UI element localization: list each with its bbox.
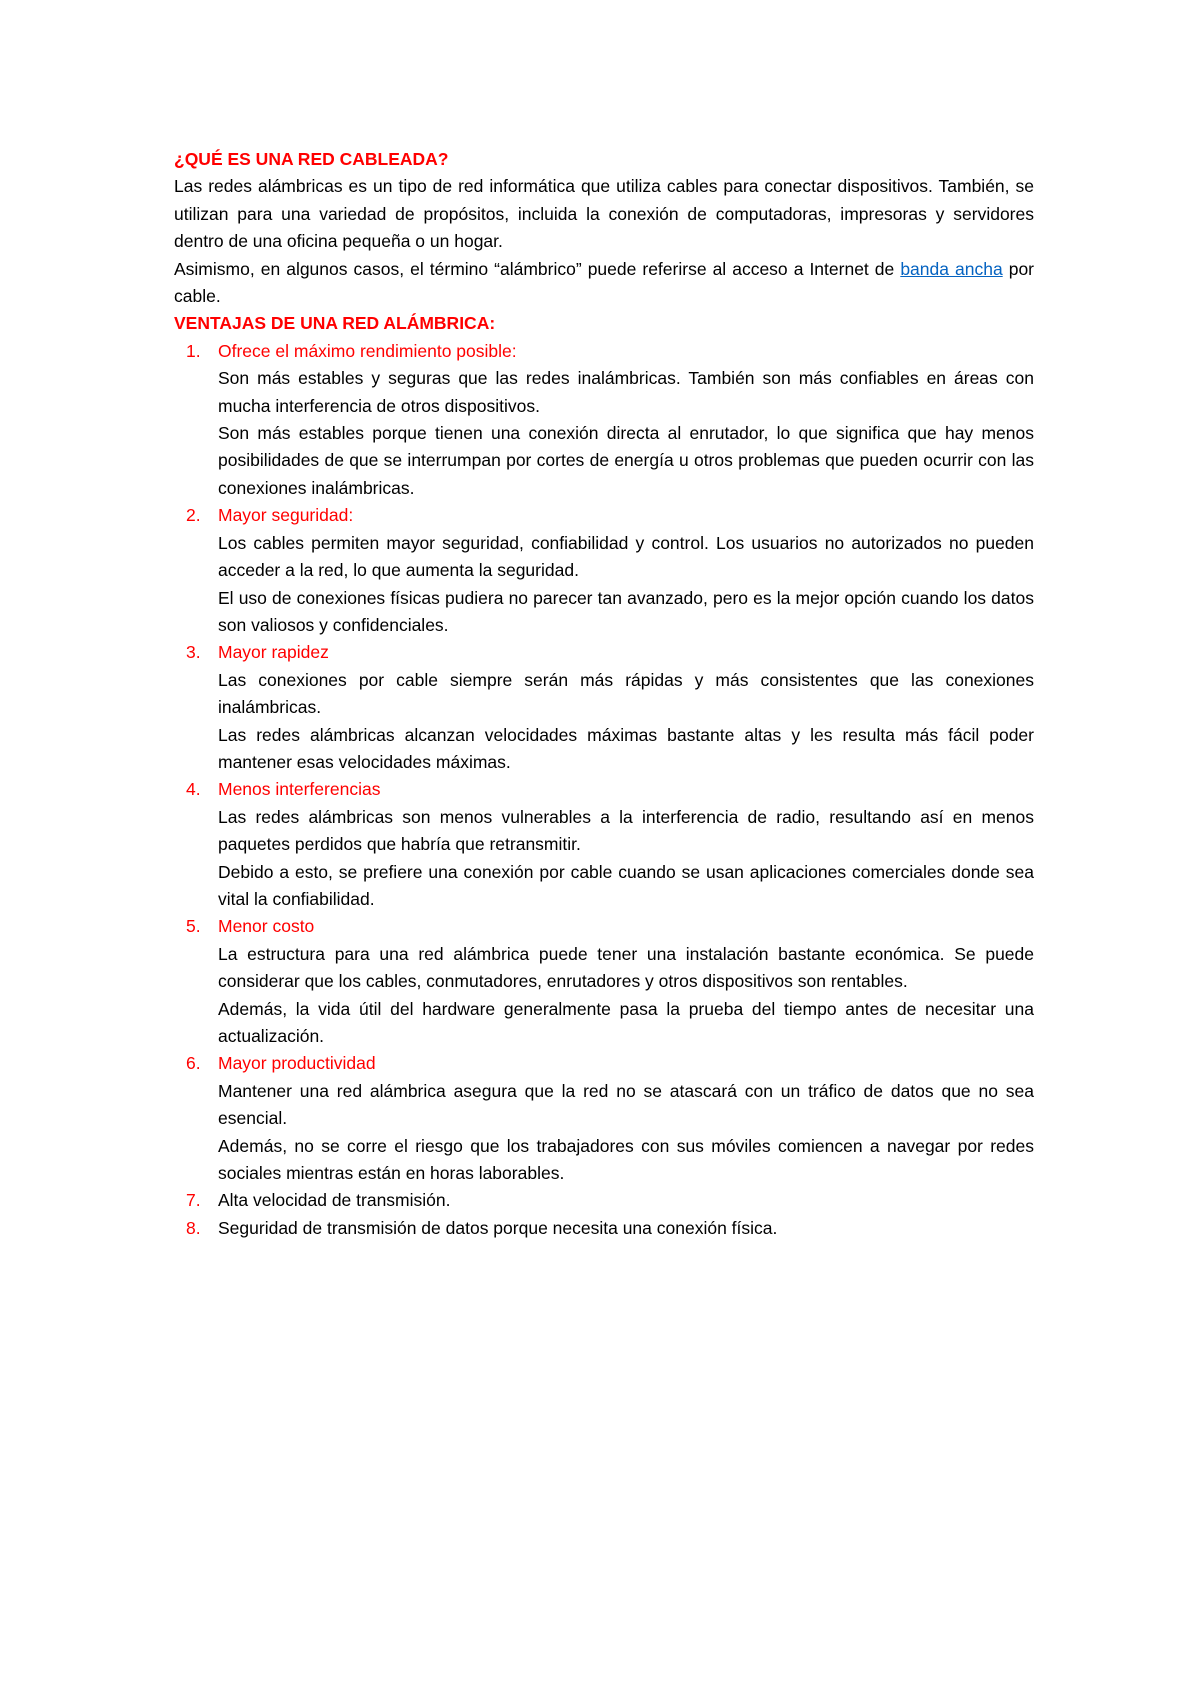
- list-item-body: [218, 941, 1034, 1051]
- list-item-body: [218, 804, 1034, 914]
- list-item-number: 6.: [186, 1053, 201, 1074]
- advantages-list: [174, 338, 1034, 1242]
- list-item-paragraph: Además, no se corre el riesgo que los trabajadores con sus móviles comiencen a navegar por redes sociales mientras están en horas laborables.: [218, 1135, 1034, 1184]
- list-item: [174, 1215, 1034, 1242]
- list-item-paragraph: El uso de conexiones físicas pudiera no parecer tan avanzado, pero es la mejor opción cuando los datos son valiosos y confidenciales.: [218, 587, 1034, 635]
- list-item-body: [218, 365, 1034, 502]
- list-item-paragraph: Las redes alámbricas son menos vulnerables a la interferencia de radio, resultando así en menos paquetes perdidos que habría que retransmitir.: [218, 806, 1034, 855]
- list-item-paragraph: Son más estables porque tienen una conexión directa al enrutador, lo que significa que hay menos posibilidades de que se interrumpan por cortes de energía u otros problemas que pueden ocurrir con las conexiones inalámbricas.: [218, 423, 1034, 498]
- list-item-paragraph: Las redes alámbricas alcanzan velocidades máximas bastante altas y les resulta más fácil poder mantener esas velocidades máximas.: [218, 724, 1034, 772]
- list-item: [174, 502, 1034, 639]
- list-item-title: Ofrece el máximo rendimiento posible:: [218, 340, 517, 361]
- list-item-paragraph: Debido a esto, se prefiere una conexión por cable cuando se usan aplicaciones comerciales donde sea vital la confiabilidad.: [218, 861, 1034, 909]
- list-item-title: Mayor rapidez: [218, 642, 329, 663]
- list-item: [174, 1050, 1034, 1187]
- list-item-number: 8.: [186, 1217, 201, 1238]
- list-item-number: 7.: [186, 1190, 201, 1211]
- list-item-number: 2.: [186, 505, 201, 526]
- list-item-number: 5.: [186, 916, 201, 937]
- list-item-paragraph: Los cables permiten mayor seguridad, confiabilidad y control. Los usuarios no autorizados no pueden acceder a la red, lo que aumenta la seguridad.: [218, 532, 1034, 581]
- list-item-title: Mayor productividad: [218, 1053, 376, 1074]
- intro-paragraph: Las redes alámbricas es un tipo de red informática que utiliza cables para conectar dispositivos. También, se utilizan para una variedad de propósitos, incluida la conexión de computadoras, impresoras y servidores dentro de una oficina pequeña o un hogar.: [174, 176, 1034, 252]
- section-heading-what-is: ¿QUÉ ES UNA RED CABLEADA?: [174, 149, 449, 169]
- document-body: [174, 146, 1034, 1242]
- intro-text-after-link: por cable.: [174, 258, 1035, 307]
- list-item: [174, 338, 1034, 502]
- list-item-number: 4.: [186, 779, 201, 800]
- list-item-number: 1.: [186, 340, 201, 361]
- list-item-title: Seguridad de transmisión de datos porque necesita una conexión física.: [218, 1217, 778, 1238]
- list-item-body: [218, 530, 1034, 640]
- list-item-number: 3.: [186, 642, 201, 663]
- intro-paragraph-broadband: [174, 256, 1034, 311]
- list-item-paragraph: La estructura para una red alámbrica puede tener una instalación bastante económica. Se puede considerar que los cables, conmutadores, enrutadores y otros dispositivos son rentables.: [218, 943, 1034, 992]
- list-item: [174, 1187, 1034, 1214]
- list-item-paragraph: Las conexiones por cable siempre serán más rápidas y más consistentes que las conexiones inalámbricas.: [218, 669, 1034, 718]
- list-item-title: Menos interferencias: [218, 779, 381, 800]
- list-item-title: Menor costo: [218, 916, 315, 937]
- list-item-body: [218, 667, 1034, 777]
- banda-ancha-link[interactable]: banda ancha: [900, 258, 1003, 279]
- list-item-paragraph: Además, la vida útil del hardware generalmente pasa la prueba del tiempo antes de necesitar una actualización.: [218, 998, 1034, 1046]
- list-item-paragraph: Son más estables y seguras que las redes inalámbricas. También son más confiables en áreas con mucha interferencia de otros dispositivos.: [218, 368, 1034, 416]
- list-item: [174, 913, 1034, 1050]
- list-item: [174, 639, 1034, 776]
- list-item: [174, 776, 1034, 913]
- section-heading-advantages: VENTAJAS DE UNA RED ALÁMBRICA:: [174, 313, 496, 334]
- list-item-title: Mayor seguridad:: [218, 505, 354, 526]
- intro-text-before-link: Asimismo, en algunos casos, el término “alámbrico” puede referirse al acceso a Internet de: [174, 258, 901, 279]
- list-item-paragraph: Mantener una red alámbrica asegura que la red no se atascará con un tráfico de datos que no sea esencial.: [218, 1080, 1034, 1129]
- list-item-title: Alta velocidad de transmisión.: [218, 1190, 451, 1211]
- list-item-body: [218, 1078, 1034, 1188]
